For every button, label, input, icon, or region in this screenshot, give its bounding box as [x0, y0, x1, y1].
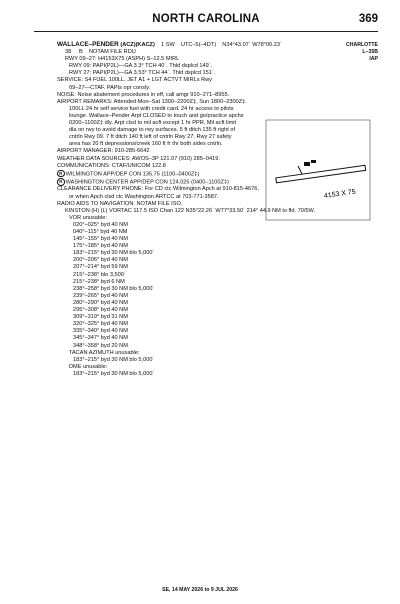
text-line-content: 175°–185° byd 40 NM [73, 243, 128, 250]
text-line-content: cntrln Rwy 09. 7 ft ditch 140 ft left of cntrln Rwy 27. Rwy 27 safety [69, 134, 232, 141]
text-line [57, 250, 327, 257]
text-line [57, 321, 327, 328]
text-line-content: AIRPORT REMARKS: Attended Mon–Sat 1300–2200Z‡, Sun 1800–2300Z‡. [57, 98, 247, 105]
text-line [57, 350, 327, 357]
text-line-content: RADIO AIDS TO NAVIGATION: NOTAM FILE ISO. [57, 200, 183, 207]
text-line-content: dla on rwy to avoid damage to rwy surfaces. 5 ft ditch 135 ft right of [69, 127, 236, 134]
text-line [57, 364, 327, 371]
text-line-content: DME unusable: [69, 363, 108, 370]
runway-09-line: RWY 09: PAPI(P2L)—GA 3.3° TCH 40´. Thld dsplcd 149´. [69, 63, 213, 70]
building-icon [311, 160, 316, 163]
radar-circle-icon: R [57, 170, 65, 178]
iap-label: IAP [369, 56, 378, 63]
text-line-content: SERVICE: S4 FUEL 100LL, JET A1 + LGT ACTVT MIRLs Rwy [57, 77, 212, 84]
chart-name: CHARLOTTE [346, 42, 378, 48]
chart-ref: L–35B [362, 49, 378, 56]
airport-id: (ACZ)(KACZ) [120, 42, 155, 48]
text-line-content: lounge. Wallace–Pender Arpt CLOSED to touch and go/practice apchs [69, 112, 244, 119]
airport-title-line [57, 41, 327, 49]
runway-shape [276, 165, 366, 182]
text-line-content: 345°–347° byd 40 NM [73, 335, 128, 342]
text-line-content: 183°–215° byd 30 NM blo 5,000´ [73, 370, 155, 377]
text-line-content: 020°–025° byd 40 NM [73, 221, 128, 228]
text-line-content: VOR unusable: [69, 214, 107, 221]
text-line [57, 229, 327, 236]
text-line [57, 286, 327, 293]
text-line [57, 293, 327, 300]
text-line [57, 106, 327, 113]
airport-distance: 1 SW [161, 42, 175, 48]
text-line-content: WILMINGTON APP/DEP CON 135.75 (1100–0400Z‡) [65, 170, 200, 177]
airport-name: WALLACE–PENDER [57, 41, 119, 48]
text-line-content: COMMUNICATIONS: CTAF/UNICOM 122.8 [57, 162, 166, 169]
text-line [57, 314, 327, 321]
text-line-content: NOISE: Noise abatement procedures in eff, call amgr 910–271–8955. [57, 91, 230, 98]
text-line-content: area has 20 ft depressions/creek 160 ft fr thr both sides cntrln. [69, 141, 223, 148]
text-line [57, 264, 327, 271]
text-line-content: 183°–215° byd 30 NM blo 5,000´ [73, 250, 155, 257]
sidebar-refs [346, 42, 378, 63]
text-line [57, 307, 327, 314]
page-header [34, 13, 378, 27]
runway-27-line: RWY 27: PAPI(P2L)—GA 3.53° TCH 44´. Thld dsplcd 151´. [69, 70, 216, 77]
text-line-content: WASHINGTON CENTER APP/DEP CON 124.025 (0400–1100Z‡) [65, 179, 229, 186]
text-line-content: 040°–115° byd 40 NM [73, 229, 128, 235]
text-line-content: 238°–258° byd 30 NM blo 5,000´ [73, 285, 155, 292]
footer-dates: SE, 14 MAY 2026 to 9 JUL 2026 [162, 587, 238, 593]
text-line [57, 243, 327, 250]
building-icon [304, 162, 310, 166]
text-line-content: 207°–214° byd 59 NM [73, 264, 128, 271]
text-line [57, 236, 327, 243]
text-line [57, 92, 327, 99]
text-line-content: 280°–290° byd 40 NM [73, 299, 128, 306]
header-rule [34, 31, 378, 32]
airport-elevation: 38 [65, 49, 72, 56]
taxiway-line [298, 166, 302, 174]
radar-circle-icon: R [57, 178, 65, 186]
airport-utc: UTC–5(–4DT) [180, 42, 217, 48]
text-line [57, 343, 327, 350]
text-line-content: 145°–155° byd 40 NM [73, 236, 128, 243]
text-line-content: 183°–215° byd 30 NM blo 5,000´ [73, 356, 155, 363]
text-line-content: 348°–358° byd 20 NM [73, 342, 128, 349]
text-line-content: 09–27—CTAF. PAPIs opr consly. [69, 84, 151, 91]
text-line-content: WEATHER DATA SOURCES: AWOS–3P 121.07 (910) 285–0419. [57, 155, 220, 162]
text-line [57, 328, 327, 335]
notam-file: NOTAM FILE RDU [88, 49, 136, 56]
text-line [57, 85, 327, 92]
text-line [57, 335, 327, 342]
text-line-content: 100LL 24 hr self service fuel with credit card. 24 hr access to pilots [69, 105, 234, 112]
text-line [57, 257, 327, 264]
text-line-content: 215°–238° byd 6 NM [73, 278, 125, 285]
text-line-content: 0200–1100Z‡ dly. Arpt clsd to mil acft except 1 hr PPR. Mil acft limit [69, 120, 237, 127]
text-line [57, 279, 327, 286]
text-line-content: or when Apch clsd ctc Washington ARTCC at 703-771-3587. [69, 193, 219, 200]
text-line [57, 371, 327, 378]
text-line [57, 300, 327, 307]
text-line-content: AIRPORT MANAGER: 910-285-6642 [57, 148, 150, 155]
text-line-content: TACAN AZIMUTH unusable: [69, 349, 140, 356]
state-title: NORTH CAROLINA [152, 13, 260, 25]
text-line-content: 335°–340° byd 40 NM [73, 328, 128, 335]
text-line-content: 239°–265° byd 40 NM [73, 292, 128, 299]
text-line-content: 309°–319° byd 31 NM [73, 314, 128, 321]
text-line-content: CLEARANCE DELIVERY PHONE: For CD ctc Wilmington Apch at 910-815-4676, [57, 186, 259, 193]
airport-coords: N34°43.07´ W78°00.23´ [222, 42, 282, 48]
text-line [57, 77, 327, 84]
airport-sub-line [57, 49, 327, 56]
runway-line: RWY 09–27: H4153X75 (ASPH) S–12.5 MIRL [65, 56, 180, 63]
text-line [57, 357, 327, 364]
runway-dimension-label: 4153 X 75 [323, 188, 357, 200]
text-line-content: 320°–325° byd 40 NM [73, 321, 128, 328]
text-line-content: 295°–308° byd 40 NM [73, 307, 128, 314]
text-line-content: KINSTON (H) (L) VORTAC 117.5 ISO Chan 122 N35°22.26´ W77°33.50´ 214° 44.9 NM to fld. 70/5W. [65, 207, 316, 214]
page-number: 369 [358, 13, 378, 25]
text-line-content: 215°–238° blo 3,500´ [73, 271, 126, 278]
fuel-code: B [79, 49, 83, 56]
runway-diagram [262, 116, 374, 226]
text-line [57, 272, 327, 279]
text-line [57, 99, 327, 106]
text-line-content: 200°–206° byd 40 NM [73, 257, 128, 264]
